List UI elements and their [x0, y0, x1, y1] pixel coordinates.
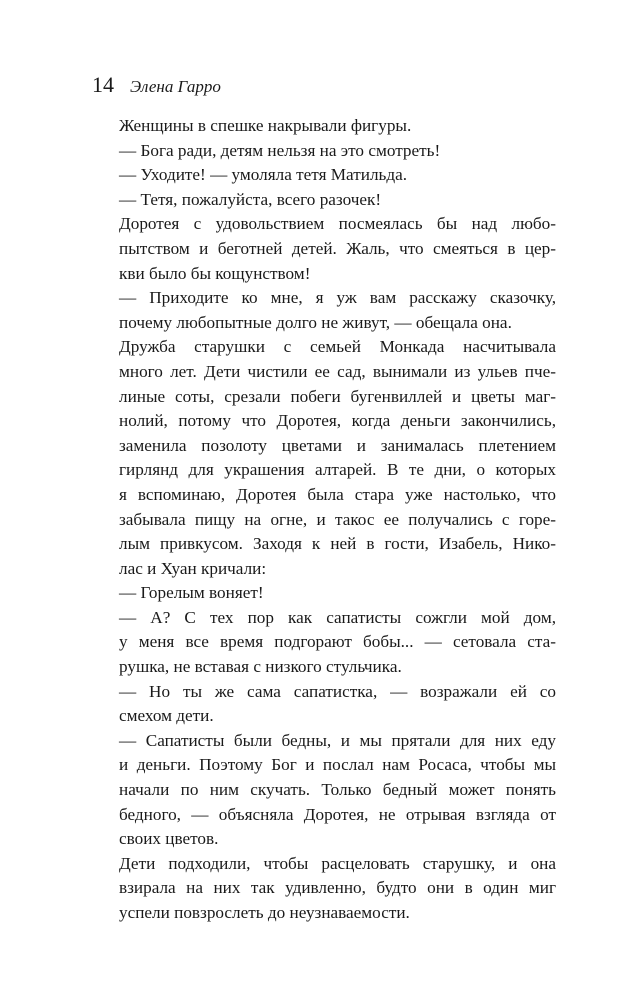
text-line: начали по ним скучать. Только бедный может понять	[119, 780, 556, 800]
text-body	[119, 114, 556, 926]
text-line: я вспоминаю, Доротея была стара уже настолько, что	[119, 484, 556, 504]
text-line: гирлянд для украшения алтарей. В те дни, о которых	[119, 460, 556, 480]
text-line: смехом дети.	[119, 706, 214, 726]
text-line: Дружба старушки с семьей Монкада насчитывала	[119, 337, 556, 357]
text-line: — Бога ради, детям нельзя на это смотреть!	[119, 140, 441, 160]
page-header	[92, 72, 221, 102]
text-line: много лет. Дети чистили ее сад, вынимали из ульев пче-	[119, 361, 556, 381]
text-line: Дети подходили, чтобы расцеловать старушку, и она	[119, 853, 556, 873]
text-line: заменила позолоту цветами и занималась плетением	[119, 435, 556, 455]
text-line: — Горелым воняет!	[119, 583, 264, 603]
text-line: — Тетя, пожалуйста, всего разочек!	[119, 189, 382, 209]
text-line: бедного, — объясняла Доротея, не отрывая взгляда от	[119, 804, 556, 824]
running-title: Элена Гарро	[130, 77, 221, 96]
text-line: нолий, потому что Доротея, когда деньги закончились,	[119, 411, 556, 431]
text-line: успели повзрослеть до неузнаваемости.	[119, 903, 410, 922]
text-line: лым привкусом. Заходя к ней в гости, Изабель, Нико-	[119, 534, 556, 554]
text-line: и деньги. Поэтому Бог и послал нам Росаса, чтобы мы	[119, 755, 556, 775]
text-line: пытством и беготней детей. Жаль, что смеяться в цер-	[119, 238, 556, 258]
text-line: своих цветов.	[119, 829, 219, 849]
text-line: рушка, не вставая с низкого стульчика.	[119, 657, 402, 677]
page-number: 14	[92, 72, 114, 97]
text-line: кви было бы кощунством!	[119, 263, 311, 283]
text-line: взирала на них так удивленно, будто они в один миг	[119, 878, 556, 898]
text-line: — Но ты же сама сапатистка, — возражали ей со	[119, 681, 556, 701]
text-line: Доротея с удовольствием посмеялась бы над любо-	[119, 214, 556, 234]
text-line: лас и Хуан кричали:	[119, 558, 267, 578]
text-line: — Сапатисты были бедны, и мы прятали для них еду	[119, 730, 556, 750]
text-line: у меня все время подгорают бобы... — сетовала ста-	[119, 632, 556, 652]
text-line: линые соты, срезали побеги бугенвиллей и цветы маг-	[119, 386, 556, 406]
text-line: почему любопытные долго не живут, — обещала она.	[119, 312, 512, 332]
text-line: — А? С тех пор как сапатисты сожгли мой дом,	[119, 607, 556, 627]
text-line: Женщины в спешке накрывали фигуры.	[119, 116, 412, 135]
text-line: забывала пищу на огне, и такос ее получались с горе-	[119, 509, 556, 529]
text-line: — Приходите ко мне, я уж вам расскажу сказочку,	[119, 288, 556, 308]
text-line: — Уходите! — умоляла тетя Матильда.	[119, 165, 408, 185]
